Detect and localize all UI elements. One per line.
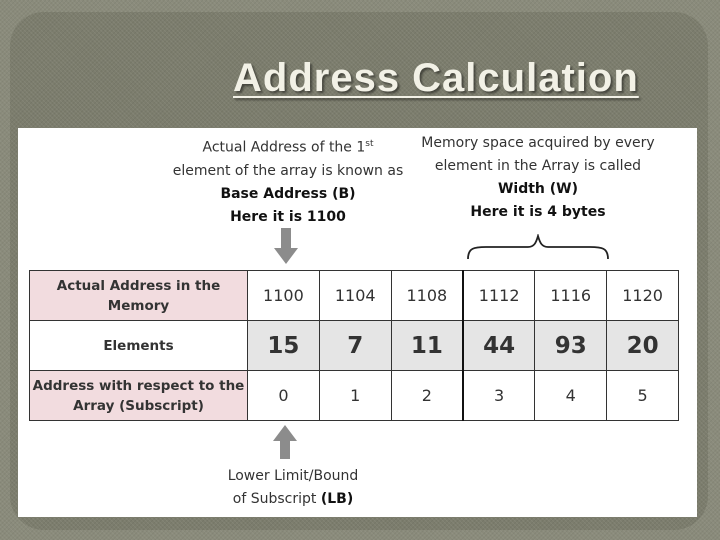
address-cell: 1112 <box>463 271 535 321</box>
address-cell: 1104 <box>319 271 391 321</box>
subscript-cell: 5 <box>607 371 679 421</box>
subscript-cell: 0 <box>248 371 320 421</box>
element-cell: 11 <box>391 321 463 371</box>
base-note-line1: Actual Address of the 1st <box>202 139 374 156</box>
address-row <box>30 271 679 321</box>
subscript-row <box>30 371 679 421</box>
element-cell: 93 <box>535 321 607 371</box>
element-cell: 20 <box>607 321 679 371</box>
elements-row-label: Elements <box>30 321 248 371</box>
element-cell: 15 <box>248 321 320 371</box>
memory-table <box>29 270 679 421</box>
base-note-line2: element of the array is known as <box>172 162 404 179</box>
subscript-row-label: Address with respect to the Array (Subscript) <box>30 371 248 421</box>
lb-note-line1: Lower Limit/Bound <box>227 468 359 484</box>
base-note-line4: Here it is 1100 <box>230 208 346 225</box>
slide-title: Address Calculation <box>233 56 639 100</box>
subscript-cell: 4 <box>535 371 607 421</box>
diagram-panel <box>18 128 697 517</box>
brace-icon <box>466 234 610 260</box>
width-note <box>413 132 663 224</box>
address-cell: 1116 <box>535 271 607 321</box>
subscript-cell: 2 <box>391 371 463 421</box>
width-note-line4: Here it is 4 bytes <box>470 204 606 220</box>
lower-bound-note <box>193 465 393 511</box>
address-row-label: Actual Address in the Memory <box>30 271 248 321</box>
address-cell: 1120 <box>607 271 679 321</box>
address-cell: 1100 <box>248 271 320 321</box>
base-address-note <box>168 133 408 229</box>
address-cell: 1108 <box>391 271 463 321</box>
element-cell: 7 <box>319 321 391 371</box>
width-note-line3: Width (W) <box>497 181 579 197</box>
base-note-line3: Base Address (B) <box>220 185 356 202</box>
element-cell: 44 <box>463 321 535 371</box>
subscript-cell: 1 <box>319 371 391 421</box>
width-note-line2: element in the Array is called <box>434 158 642 174</box>
elements-row <box>30 321 679 371</box>
width-note-line1: Memory space acquired by every <box>421 135 655 151</box>
down-arrow-icon <box>274 228 298 264</box>
subscript-cell: 3 <box>463 371 535 421</box>
lb-note-line2: of Subscript (LB) <box>232 491 354 507</box>
up-arrow-icon <box>273 425 297 459</box>
